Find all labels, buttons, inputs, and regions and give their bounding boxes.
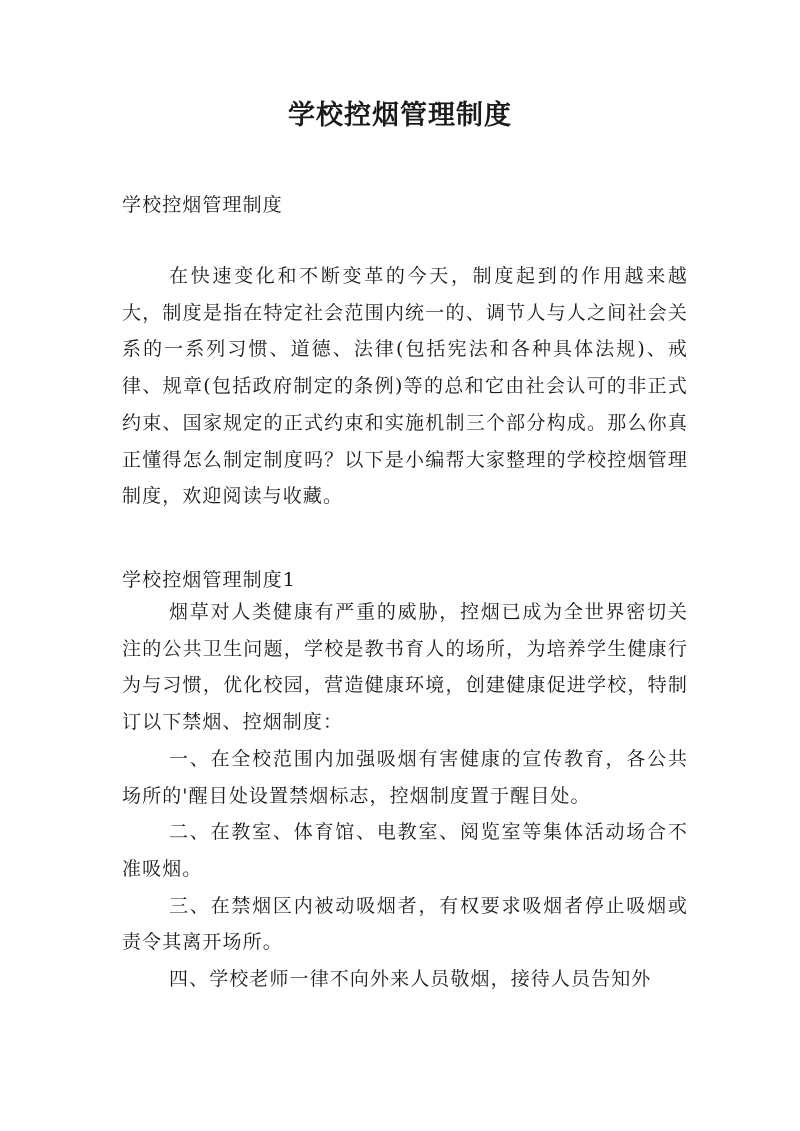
document-title: 学校控烟管理制度 bbox=[288, 100, 512, 131]
section-paragraph-item-4: 四、学校老师一律不向外来人员敬烟，接待人员告知外 bbox=[169, 968, 652, 991]
section-paragraph-item-2: 二、在教室、体育馆、电教室、阅览室等集体活动场合不准吸烟。 bbox=[122, 821, 688, 880]
section-body bbox=[122, 594, 688, 998]
document-subtitle: 学校控烟管理制度 bbox=[122, 194, 283, 216]
section-heading: 学校控烟管理制度1 bbox=[122, 569, 296, 591]
section-paragraph-item-1: 一、在全校范围内加强吸烟有害健康的宣传教育，各公共场所的'醒目处设置禁烟标志，控烟制度置于醒目处。 bbox=[122, 747, 688, 807]
section-paragraph-item-3: 三、在禁烟区内被动吸烟者，有权要求吸烟者停止吸烟或责令其离开场所。 bbox=[122, 894, 688, 954]
intro-paragraph: 在快速变化和不断变革的今天，制度起到的作用越来越大，制度是指在特定社会范围内统一的、调节人与人之间社会关系的一系列习惯、道德、法律(包括宪法和各种具体法规)、戒律、规章(包括政府制定的条例)等的总和它由社会认可的非正式约束、国家规定的正式约束和实施机制三个部分构成。那么你真正懂得怎么制定制度吗？以下是小编帮大家整理的学校控烟管理制度，欢迎阅读与收藏。 bbox=[122, 265, 688, 508]
section-paragraph-intro: 烟草对人类健康有严重的威胁，控烟已成为全世界密切关注的公共卫生问题，学校是教书育人的场所，为培养学生健康行为与习惯，优化校园，营造健康环境，创建健康促进学校，特制订以下禁烟、控烟制度： bbox=[122, 601, 688, 734]
